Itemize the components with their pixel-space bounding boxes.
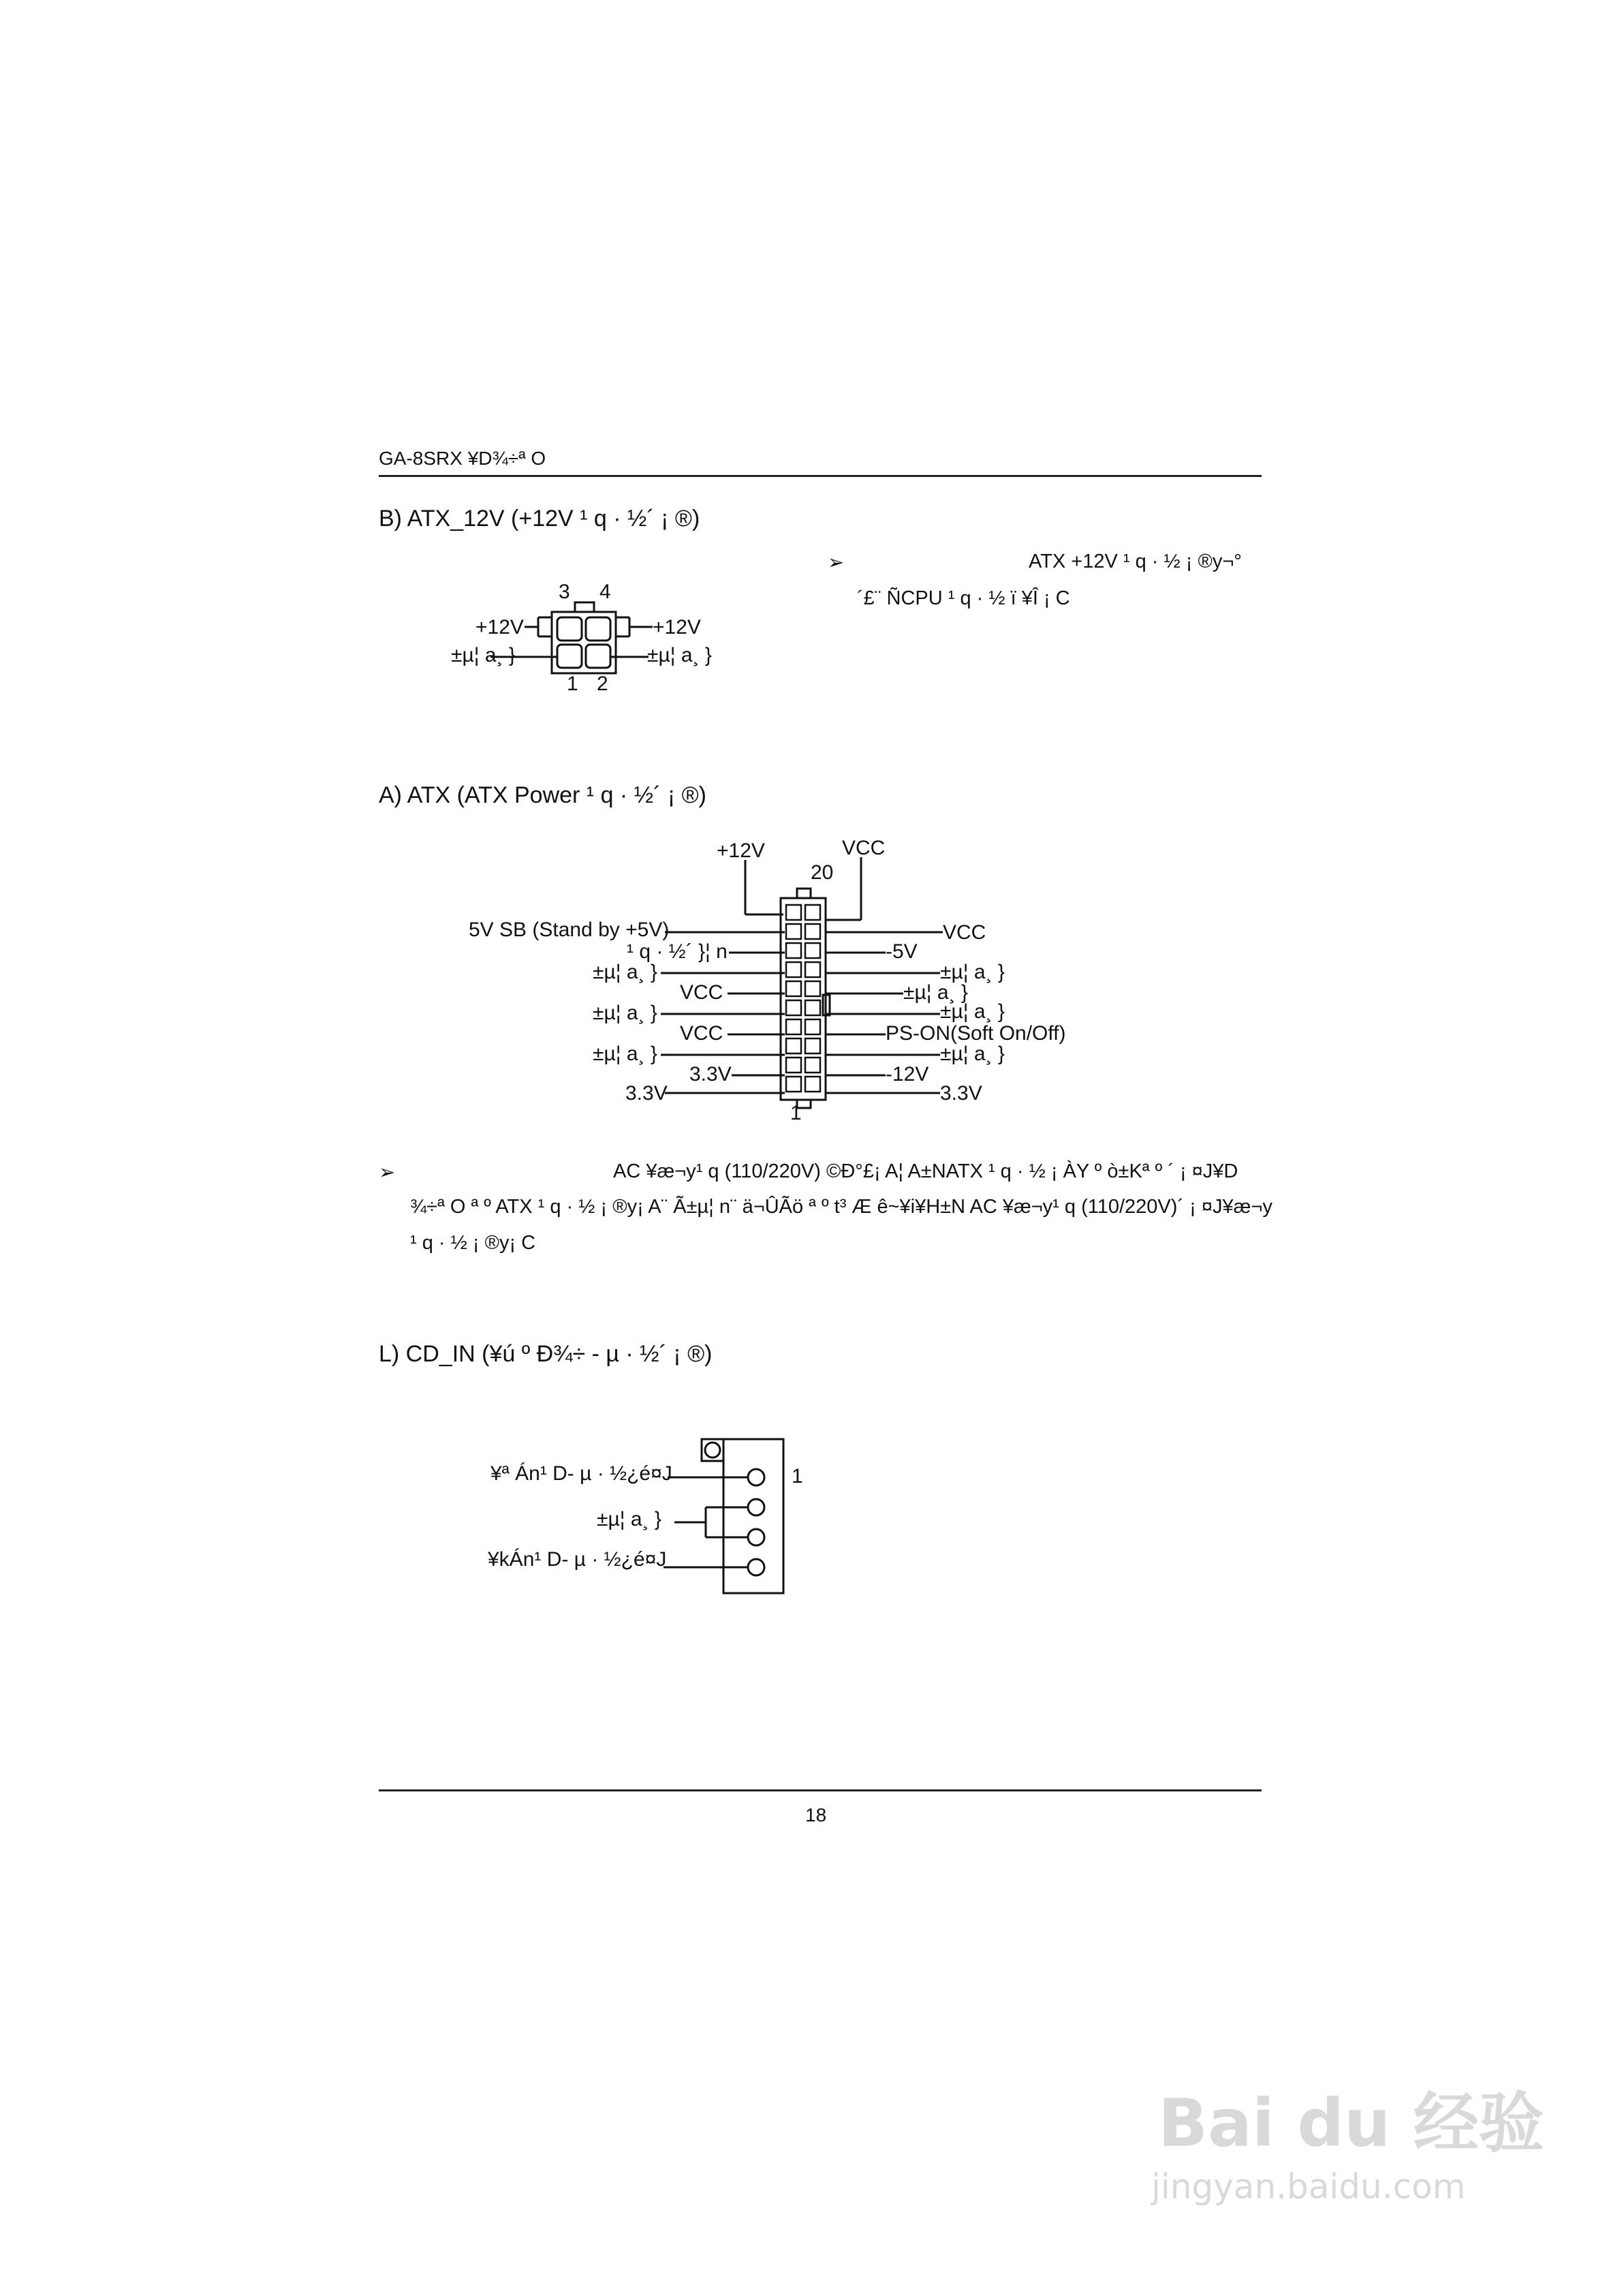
atx-left-label-2: ¹ q · ½´ }¦ n <box>627 940 728 963</box>
atx-pin20-label: 20 <box>811 861 834 884</box>
atx-right-label-5: ±µ¦ a¸ } <box>940 1000 1005 1023</box>
atx12v-pin3: 3 <box>559 581 570 603</box>
section-b-note-line1: ATX +12V ¹ q · ½ ¡ ®y¬° <box>1029 551 1242 572</box>
atx12v-pin1: 1 <box>567 673 578 695</box>
atx20-pin-squares <box>786 905 820 1092</box>
atx12v-pin4: 4 <box>599 581 611 603</box>
atx-pin1-label: 1 <box>790 1102 802 1124</box>
atx-right-label-3: ±µ¦ a¸ } <box>940 961 1005 983</box>
watermark-url: jingyan.baidu.com <box>1151 2167 1466 2206</box>
section-a-title: A) ATX (ATX Power ¹ q · ½´ ¡ ®) <box>379 782 706 808</box>
atx12v-left-top-label: +12V <box>475 616 524 638</box>
atx-left-label-8: 3.3V <box>689 1063 732 1085</box>
atx-right-label-9: 3.3V <box>940 1082 982 1105</box>
section-b-note-line2: ´£¨ ÑCPU ¹ q · ½ ï ¥Î ¡ C <box>857 587 1070 609</box>
atx-right-label-6: PS-ON(Soft On/Off) <box>886 1022 1066 1045</box>
cdin-label-ground: ±µ¦ a¸ } <box>597 1508 661 1530</box>
section-a-note-line1: AC ¥æ¬y¹ q (110/220V) ©Ð°£¡ A¦ A±NATX ¹ q · ½ ¡ ÀY º ò±Kª º ´ ¡ ¤J¥D <box>613 1160 1238 1182</box>
atx-left-label-1: 5V SB (Stand by +5V) <box>469 919 670 941</box>
atx12v-pin2: 2 <box>597 673 608 695</box>
section-a-bullet-icon: ➢ <box>379 1162 396 1184</box>
cdin-label-left-audio: ¥ª Án¹ D- µ · ½¿é¤J <box>490 1462 672 1485</box>
atx-right-label-8: -12V <box>886 1063 929 1085</box>
atx-right-label-7: ±µ¦ a¸ } <box>940 1043 1005 1065</box>
atx-right-label-4: ±µ¦ a¸ } <box>903 981 968 1004</box>
atx-right-label-2: -5V <box>886 940 918 963</box>
atx-left-label-6: VCC <box>680 1022 723 1045</box>
atx-left-label-7: ±µ¦ a¸ } <box>593 1043 657 1065</box>
atx-left-label-4: VCC <box>680 981 723 1004</box>
section-a-note-line2: ¾÷ª O ª º ATX ¹ q · ½ ¡ ®y¡ A¨ Ã±µ¦ n¨ ä¬ÛÃö ª º t³ Æ ê~¥i¥H±N AC ¥æ¬y¹ q (110/220V)´ ¡ ¤J¥æ¬y <box>410 1196 1272 1218</box>
page-number: 18 <box>805 1804 827 1826</box>
atx-right-label-1: VCC <box>943 921 986 944</box>
atx12v-right-top-label: +12V <box>653 616 701 638</box>
atx12v-left-bottom-label: ±µ¦ a¸ } <box>451 644 516 666</box>
section-l-title: L) CD_IN (¥ú º Ð¾÷ - µ · ½´ ¡ ®) <box>379 1341 713 1367</box>
section-b-title: B) ATX_12V (+12V ¹ q · ½´ ¡ ®) <box>379 506 700 532</box>
atx-top-12v-label: +12V <box>717 840 765 862</box>
bullet-arrow-icon: ➢ <box>828 552 845 574</box>
cdin-label-right-audio: ¥kÁn¹ D- µ · ½¿é¤J <box>488 1548 667 1571</box>
cdin-pin1-label: 1 <box>792 1465 803 1488</box>
cdin-connector-drawing <box>663 1439 783 1593</box>
watermark-brand: Bai du 经验 <box>1158 2085 1544 2161</box>
section-a-note-line3: ¹ q · ½ ¡ ®y¡ C <box>410 1232 536 1254</box>
atx-left-label-5: ±µ¦ a¸ } <box>593 1002 657 1024</box>
atx12v-connector-drawing <box>490 602 653 673</box>
running-header: GA-8SRX ¥D¾÷ª O <box>379 448 546 469</box>
atx-top-vcc-label: VCC <box>842 837 886 859</box>
atx-left-label-3: ±µ¦ a¸ } <box>593 961 657 983</box>
atx-left-label-9: 3.3V <box>625 1082 668 1105</box>
atx12v-right-bottom-label: ±µ¦ a¸ } <box>647 644 712 666</box>
